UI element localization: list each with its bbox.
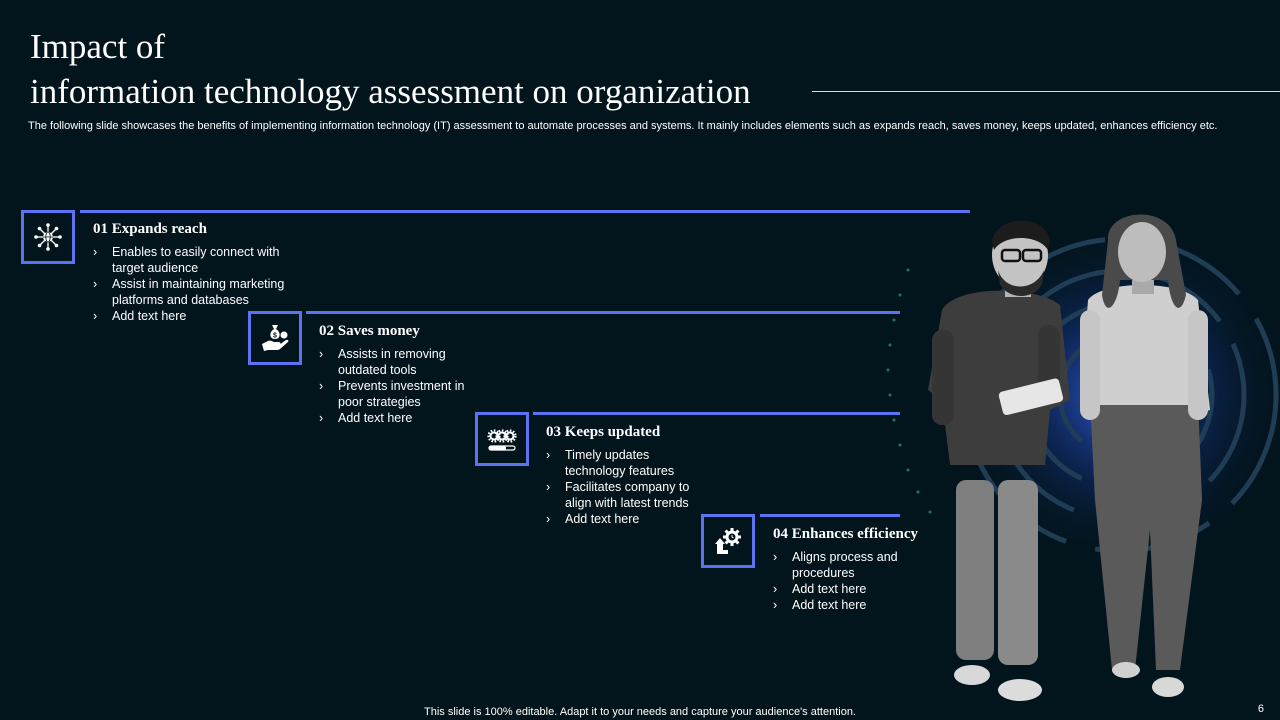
step-2-connector-line <box>306 311 900 314</box>
svg-text:$: $ <box>273 332 277 340</box>
step-1-icon-box <box>21 210 75 264</box>
step-3-connector-line <box>533 412 900 415</box>
step-4-title: 04 Enhances efficiency <box>773 526 918 542</box>
step-3-title: 03 Keeps updated <box>546 424 661 440</box>
step-2-icon-box <box>248 311 302 365</box>
slide-title <box>30 24 751 114</box>
step-1-title: 01 Expands reach <box>93 221 207 237</box>
step-2-bullet: › Add text here <box>319 410 467 426</box>
step-3-bullet-list <box>546 447 711 527</box>
step-1-bullet: › Assist in maintaining marketing platforms and databases <box>93 276 308 308</box>
step-1-bullet: › Enables to easily connect with target audience <box>93 244 308 276</box>
step-4-connector-line <box>760 514 900 517</box>
step-2-title: 02 Saves money <box>319 323 420 339</box>
slide-title-line-1: Impact of <box>30 27 166 66</box>
step-3-icon-box <box>475 412 529 466</box>
step-2-bullet: › Assists in removing outdated tools <box>319 346 467 378</box>
step-3-bullet: › Facilitates company to align with latest trends <box>546 479 711 511</box>
gears-progress-icon <box>486 423 518 455</box>
step-3-bullet: › Timely updates technology features <box>546 447 711 479</box>
step-4-bullet: › Add text here <box>773 581 898 597</box>
step-2-bullet: › Prevents investment in poor strategies <box>319 378 467 410</box>
slide-subtitle: The following slide showcases the benefits of implementing information technology (IT) assessment to automate processes and systems. It mainly includes elements such as expands reach, saves money, keeps updated, enhances efficiency etc. <box>28 120 1218 132</box>
team-photo-illustration <box>880 200 1280 720</box>
slide-title-line-2: information technology assessment on organization <box>30 72 751 111</box>
step-3-bullet: › Add text here <box>546 511 711 527</box>
hand-money-bag-icon <box>259 322 291 354</box>
step-2-bullet-list <box>319 346 467 426</box>
step-1-bullet: › Add text here <box>93 308 308 324</box>
step-4-icon-box <box>701 514 755 568</box>
footer-note: This slide is 100% editable. Adapt it to your needs and capture your audience's attention. <box>424 706 856 718</box>
gear-arrow-icon <box>712 525 744 557</box>
title-divider <box>812 91 1280 92</box>
step-4-bullet: › Add text here <box>773 597 898 613</box>
step-1-connector-line <box>80 210 970 213</box>
step-4-bullet: › Aligns process and procedures <box>773 549 898 581</box>
page-number: 6 <box>1257 703 1264 715</box>
network-globe-icon <box>32 221 64 253</box>
